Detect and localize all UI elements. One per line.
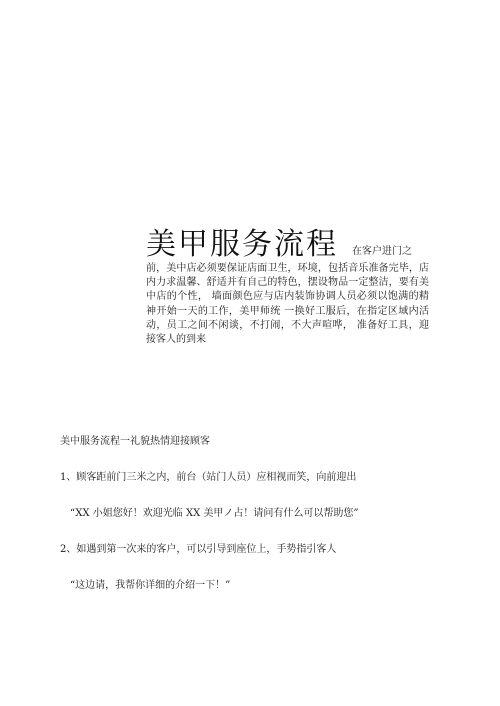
section-heading: 美中服务流程一礼貌热情迎接顾客 [60,436,210,447]
title-line [146,222,436,262]
title-block [146,222,436,347]
step-2-text: 2、如遇到第一次来的客户，可以引导到座位上，手势指引客人 [60,544,337,555]
document-title: 美甲服务流程 [146,227,338,262]
greeting-quote-1: “XX 小姐您好！欢迎光临 XX 美甲ノ占！请问有什么可以帮助您” [70,508,359,519]
intro-paragraph: 前，美中店必须要保证店面卫生，环境，包括音乐准备完毕，店 内力求温馨、舒适并有自己的特色，摆设物品一定整洁，要有美中店的个性， 墙面颜色应与店内装饰协调人员必须以饱满的精神开始一天的工作，美甲师统 一换好工服后，在指定区域内活动，员工之间不闲谈，不打闹，不大声喧哗， 准备好工具，迎接客人的到来 [146,263,429,346]
greeting-quote-2: “这边请，我帮你详细的介绍一下！” [70,580,231,591]
step-1-text: 1、顾客距前门三米之内，前台（站门人员）应相视而笑，向前迎出 [60,472,357,483]
title-trailing-text: 在客户进门之 [352,246,412,257]
